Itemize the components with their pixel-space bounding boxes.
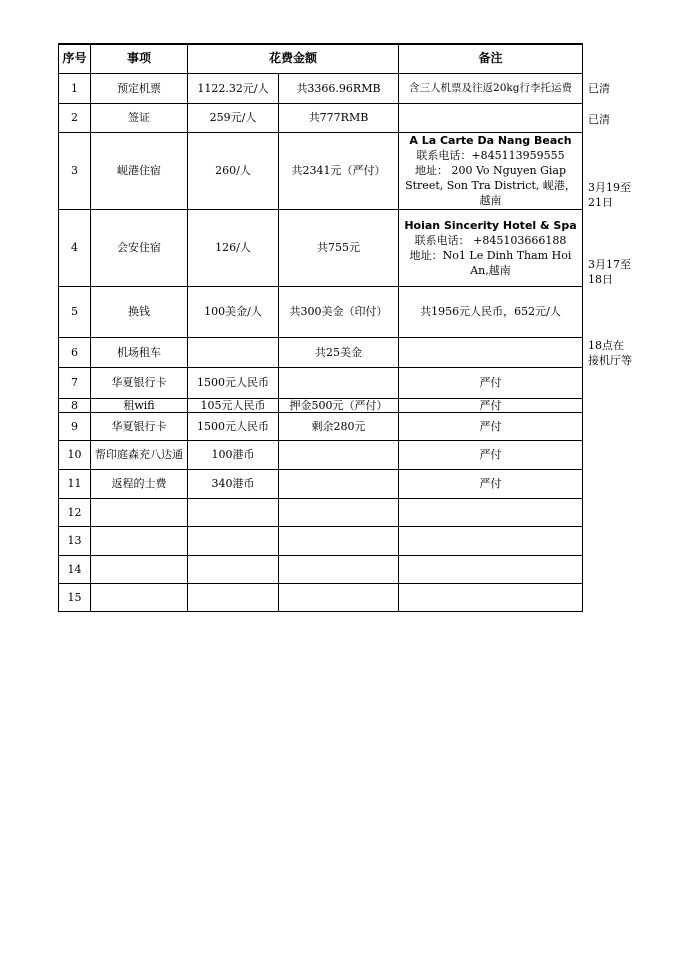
row-item	[91, 498, 188, 526]
row-note	[399, 583, 583, 611]
row-no: 15	[59, 583, 91, 611]
table-row	[59, 440, 583, 469]
table-row	[59, 103, 583, 132]
hotel-address: 地址： 200 Vo Nguyen Giap Street, Son Tra District, 岘港，越南	[405, 164, 576, 207]
row-item: 换钱	[91, 286, 188, 337]
row-note: 严付	[399, 440, 583, 469]
row-item: 租wifi	[91, 398, 188, 412]
table-row	[59, 209, 583, 286]
side-note-row2: 已清	[588, 113, 610, 126]
row-note	[399, 209, 583, 286]
row-no: 6	[59, 337, 91, 367]
row-total: 共755元	[279, 209, 399, 286]
row-total	[279, 440, 399, 469]
row-item	[91, 555, 188, 583]
row-unit: 100美金/人	[188, 286, 279, 337]
row-item: 会安住宿	[91, 209, 188, 286]
side-note-row3: 3月19至21日	[588, 181, 631, 209]
row-item: 签证	[91, 103, 188, 132]
row-unit: 100港币	[188, 440, 279, 469]
hotel-address: 地址：No1 Le Dinh Tham Hoi An,越南	[409, 248, 572, 277]
row-note: 严付	[399, 367, 583, 398]
row-no: 4	[59, 209, 91, 286]
row-unit: 259元/人	[188, 103, 279, 132]
row-unit: 126/人	[188, 209, 279, 286]
row-note	[399, 132, 583, 209]
row-note	[399, 498, 583, 526]
row-item: 华夏银行卡	[91, 412, 188, 440]
row-note: 含三人机票及往返20kg行李托运费	[399, 73, 583, 103]
row-total: 共300美金（印付）	[279, 286, 399, 337]
row-item: 返程的士费	[91, 469, 188, 498]
row-total: 共25美金	[279, 337, 399, 367]
hotel-name: A La Carte Da Nang Beach	[409, 134, 572, 147]
row-note	[399, 103, 583, 132]
table-row	[59, 469, 583, 498]
hotel-name: Hoian Sincerity Hotel & Spa	[404, 218, 577, 232]
row-no: 2	[59, 103, 91, 132]
row-unit: 340港币	[188, 469, 279, 498]
row-no: 13	[59, 526, 91, 555]
row-item	[91, 526, 188, 555]
row-item: 机场租车	[91, 337, 188, 367]
row-total	[279, 367, 399, 398]
table-row	[59, 555, 583, 583]
row-item: 预定机票	[91, 73, 188, 103]
row-total	[279, 498, 399, 526]
row-item	[91, 583, 188, 611]
row-note	[399, 555, 583, 583]
row-total: 共777RMB	[279, 103, 399, 132]
table-row	[59, 367, 583, 398]
row-note	[399, 337, 583, 367]
header-row	[59, 44, 583, 73]
table-row	[59, 583, 583, 611]
row-note: 共1956元人民币，652元/人	[399, 286, 583, 337]
row-no: 10	[59, 440, 91, 469]
row-unit: 1500元人民币	[188, 412, 279, 440]
row-no: 9	[59, 412, 91, 440]
row-no: 14	[59, 555, 91, 583]
header-amount: 花费金额	[188, 44, 399, 73]
row-item: 岘港住宿	[91, 132, 188, 209]
row-note: 严付	[399, 469, 583, 498]
table-row	[59, 398, 583, 412]
row-no: 12	[59, 498, 91, 526]
row-total	[279, 469, 399, 498]
row-total	[279, 555, 399, 583]
table-row	[59, 132, 583, 209]
header-item: 事项	[91, 44, 188, 73]
row-no: 11	[59, 469, 91, 498]
row-unit: 260/人	[188, 132, 279, 209]
row-no: 7	[59, 367, 91, 398]
row-no: 1	[59, 73, 91, 103]
row-unit	[188, 526, 279, 555]
row-note	[399, 526, 583, 555]
hotel-phone: 联系电话： +845103666188	[414, 233, 567, 247]
row-item: 帮印庭森充八达通	[91, 440, 188, 469]
row-no: 3	[59, 132, 91, 209]
row-total: 剩余280元	[279, 412, 399, 440]
header-note: 备注	[399, 44, 583, 73]
row-unit	[188, 498, 279, 526]
row-no: 8	[59, 398, 91, 412]
table-row	[59, 286, 583, 337]
row-unit	[188, 337, 279, 367]
side-note-row1: 已清	[588, 82, 610, 95]
side-note-row6: 18点在接机厅等	[588, 339, 632, 367]
row-item: 华夏银行卡	[91, 367, 188, 398]
row-unit: 1122.32元/人	[188, 73, 279, 103]
header-no: 序号	[59, 44, 91, 73]
table-row	[59, 412, 583, 440]
row-total: 押金500元（严付）	[279, 398, 399, 412]
row-total	[279, 526, 399, 555]
row-note: 严付	[399, 412, 583, 440]
row-total: 共2341元（严付）	[279, 132, 399, 209]
table-row	[59, 73, 583, 103]
row-unit: 105元人民币	[188, 398, 279, 412]
row-total	[279, 583, 399, 611]
row-unit: 1500元人民币	[188, 367, 279, 398]
row-unit	[188, 555, 279, 583]
row-total: 共3366.96RMB	[279, 73, 399, 103]
expense-table	[58, 43, 583, 612]
hotel-phone: 联系电话：+845113959555	[416, 149, 565, 162]
table-row	[59, 526, 583, 555]
table-row	[59, 498, 583, 526]
table-row	[59, 337, 583, 367]
row-no: 5	[59, 286, 91, 337]
side-note-row4: 3月17至18日	[588, 258, 631, 286]
row-note: 严付	[399, 398, 583, 412]
row-unit	[188, 583, 279, 611]
